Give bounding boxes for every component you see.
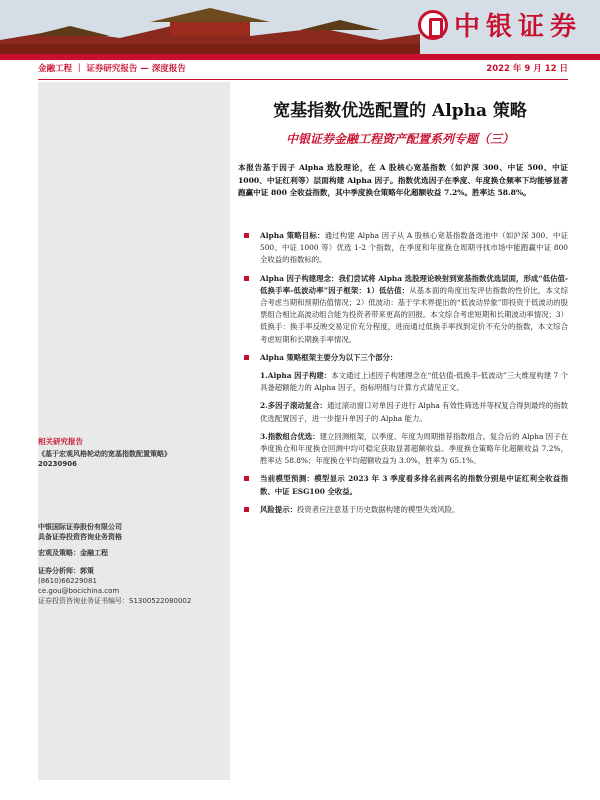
related-research [38,437,230,469]
bullet-item: 风险提示：投资者应注意基于历史数据构建的模型失效风险。 [238,504,568,516]
bullet-marker-icon [244,233,249,238]
brand-name: 中银证券 [453,12,582,42]
related-report-date: 20230906 [38,460,77,468]
bullet-item: Alpha 策略目标：通过构建 Alpha 因子从 A 股核心宽基指数备选池中（如沪深 300、中证 500、中证 1000 等）优选 1-2 个指数，在季度和年度换仓周期寻找市场中能跑赢中证 800 全收益的指数标的。 [238,230,568,267]
framework-item: 3.指数组合优选：建立回测框架，以季度、年度为周期推荐指数组合。复合后的 Alpha 因子在季度换仓和年度换仓回测中均可稳定获取显著超额收益。季度换仓策略年化超额收益 7.2%，胜率达 58.8%；年度换仓平均超额收益为 3.0%，胜率为 65.1%。 [260,431,568,466]
report-subtitle: 中银证券金融工程资产配置系列专题（三） [285,132,514,146]
bullet-list [238,230,568,522]
header-red-bar [0,54,600,60]
report-title: 宽基指数优选配置的 Alpha 策略 [273,101,527,121]
analyst-license: 证券投资咨询业务证书编号：S1300522080002 [38,597,192,605]
report-categories: 金融工程 ｜ 证券研究报告 — 深度报告 [38,64,186,74]
bullet-marker-icon [244,355,249,360]
bullet-marker-icon [244,276,249,281]
report-meta-row [38,62,568,78]
brand-logo [418,6,582,43]
institution-qualification: 具备证券投资咨询业务资格 [38,533,122,541]
report-abstract: 本报告基于因子 Alpha 选股理论，在 A 股核心宽基指数（如沪深 300、中证 500、中证 1000、中证红利等）层面构建 Alpha 因子。指数优选因子在季度、年度换仓频率下均能够显著跑赢中证 800 全收益指数，其中季度换仓策略年化超额收益 7.2%。胜率达 58.8%。 [238,163,568,197]
bullet-marker-icon [244,507,249,512]
analyst-name: 证券分析师：郭策 [38,567,94,575]
institution-info [38,522,230,606]
institution-name: 中银国际证券股份有限公司 [38,523,122,531]
strategy-label: 宏观及策略：金融工程 [38,549,108,557]
bullet-marker-icon [244,476,249,481]
meta-divider [38,79,568,80]
related-report-title[interactable]: 《基于宏观风格轮动的宽基指数配置策略》 [38,450,171,458]
bullet-item: 当前模型预测：模型显示 2023 年 3 季度看多排名前两名的指数分别是中证红利全收益指数、中证 ESG100 全收益。 [238,473,568,497]
header-banner-photo [0,0,600,54]
bullet-item: Alpha 因子构建理念：我们尝试将 Alpha 选股理论映射到宽基指数优选层面，形成“低估值-低换手率-低波动率”因子框架：1）低估值：从基本面的角度出发评估指数的性价比，本文综合考虑当期和预期估值情况；2）低波动：基于学术界提出的“低波动异象”即投资于低波动的股票组合相比高波动组合能为投资者带来更高的回报。本文综合考虑短期和长期波动率情况；3）低换手：换手率反映交易定价充分程度，进而通过低换手率找到定价不充分的指数，本文综合考虑短期和长期换手率情况。 [238,273,568,346]
sidebar [38,82,230,780]
related-heading: 相关研究报告 [38,437,83,446]
report-date: 2022 年 9 月 12 日 [486,64,568,74]
framework-item: 2.多因子滚动复合：通过滚动窗口对单因子进行 Alpha 有效性筛选并等权复合得到最终的指数优选配置因子，进一步提升单因子的 Alpha 能力。 [260,401,568,423]
framework-item: 1.Alpha 因子构建：本文通过上述因子构建理念在“低估值-低换手-低波动”三大维度构建 7 个具备超额能力的 Alpha 因子，指标明细与计算方式请见正文。 [260,371,568,393]
analyst-phone: (8610)66229081 [38,577,97,585]
bullet-item: Alpha 策略框架主要分为以下三个部分： [238,352,568,364]
bank-logo-icon [418,10,448,40]
analyst-email[interactable]: ce.gou@bocichina.com [38,587,120,595]
